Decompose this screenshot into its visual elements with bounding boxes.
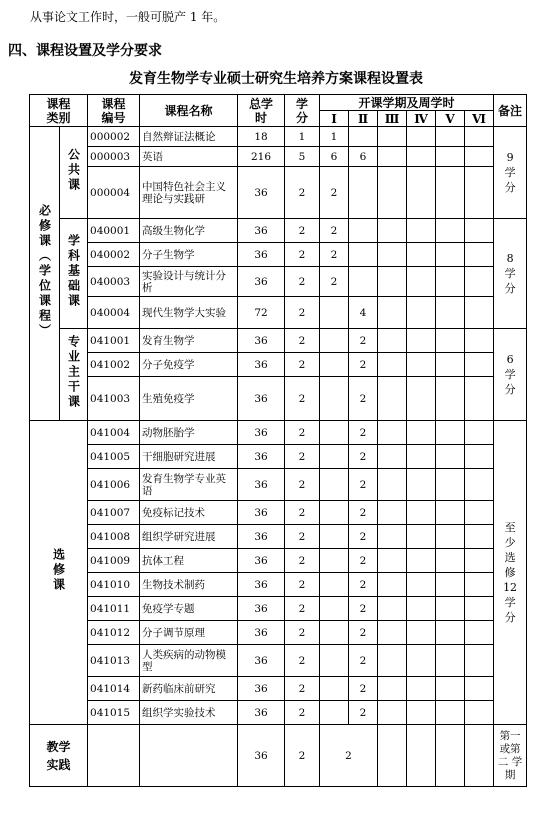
course-hours: 18 bbox=[238, 127, 285, 147]
semester-hours bbox=[407, 621, 436, 645]
course-code: 041004 bbox=[88, 421, 140, 445]
semester-hours bbox=[465, 167, 494, 219]
semester-hours: 2 bbox=[320, 267, 349, 297]
semester-hours bbox=[320, 469, 349, 501]
category-required: 必修课（学位课程） bbox=[30, 127, 60, 421]
semester-hours: 2 bbox=[349, 677, 378, 701]
table-row bbox=[30, 549, 527, 573]
course-table bbox=[29, 94, 527, 787]
semester-label: Ⅱ bbox=[349, 111, 378, 127]
course-code: 041002 bbox=[88, 353, 140, 377]
course-credits: 2 bbox=[285, 219, 320, 243]
semester-hours bbox=[349, 167, 378, 219]
course-hours: 36 bbox=[238, 421, 285, 445]
course-hours: 72 bbox=[238, 297, 285, 329]
course-name: 发育生物学专业英语 bbox=[140, 469, 238, 501]
header-name: 课程名称 bbox=[140, 95, 238, 127]
header-category: 课程 类别 bbox=[30, 95, 88, 127]
semester-hours bbox=[465, 525, 494, 549]
table-row bbox=[30, 167, 527, 219]
semester-hours bbox=[465, 297, 494, 329]
semester-hours bbox=[378, 469, 407, 501]
semester-hours bbox=[407, 501, 436, 525]
semester-hours bbox=[436, 219, 465, 243]
semester-hours bbox=[407, 645, 436, 677]
note-major: 6 学 分 bbox=[494, 329, 527, 421]
semester-hours bbox=[407, 353, 436, 377]
course-code: 041009 bbox=[88, 549, 140, 573]
course-hours: 36 bbox=[238, 621, 285, 645]
course-name: 新药临床前研究 bbox=[140, 677, 238, 701]
semester-hours: 2 bbox=[349, 645, 378, 677]
semester-hours bbox=[407, 219, 436, 243]
course-credits: 2 bbox=[285, 353, 320, 377]
semester-hours: 2 bbox=[349, 377, 378, 421]
course-credits: 2 bbox=[285, 549, 320, 573]
table-row bbox=[30, 501, 527, 525]
table-row bbox=[30, 421, 527, 445]
semester-hours bbox=[436, 469, 465, 501]
semester-hours bbox=[378, 297, 407, 329]
semester-hours bbox=[407, 677, 436, 701]
note-public: 9 学 分 bbox=[494, 127, 527, 219]
course-code: 041001 bbox=[88, 329, 140, 353]
course-code: 041013 bbox=[88, 645, 140, 677]
semester-hours: 2 bbox=[349, 469, 378, 501]
semester-hours: 6 bbox=[320, 147, 349, 167]
semester-hours bbox=[436, 243, 465, 267]
semester-hours bbox=[465, 549, 494, 573]
semester-hours bbox=[407, 549, 436, 573]
category-practice: 教学实践 bbox=[30, 725, 88, 787]
semester-hours bbox=[465, 127, 494, 147]
table-row bbox=[30, 469, 527, 501]
course-code: 041003 bbox=[88, 377, 140, 421]
course-name: 分子生物学 bbox=[140, 243, 238, 267]
category-elective: 选修课 bbox=[30, 421, 88, 725]
semester-hours bbox=[378, 645, 407, 677]
course-hours: 36 bbox=[238, 445, 285, 469]
course-hours: 216 bbox=[238, 147, 285, 167]
course-name: 抗体工程 bbox=[140, 549, 238, 573]
course-credits: 2 bbox=[285, 167, 320, 219]
course-name: 人类疾病的动物模型 bbox=[140, 645, 238, 677]
course-hours: 36 bbox=[238, 549, 285, 573]
semester-hours bbox=[436, 645, 465, 677]
semester-hours bbox=[436, 445, 465, 469]
semester-hours: 2 bbox=[349, 573, 378, 597]
course-credits: 2 bbox=[285, 297, 320, 329]
course-code bbox=[88, 725, 140, 787]
course-hours: 36 bbox=[238, 377, 285, 421]
course-credits: 2 bbox=[285, 621, 320, 645]
semester-hours bbox=[320, 501, 349, 525]
semester-hours bbox=[407, 127, 436, 147]
semester-hours bbox=[320, 645, 349, 677]
note-foundation: 8 学 分 bbox=[494, 219, 527, 329]
course-code: 000003 bbox=[88, 147, 140, 167]
note-practice: 第一或第二 学期 bbox=[494, 725, 527, 787]
semester-hours bbox=[378, 725, 407, 787]
semester-hours: 1 bbox=[320, 127, 349, 147]
semester-hours bbox=[436, 297, 465, 329]
table-row bbox=[30, 127, 527, 147]
course-hours: 36 bbox=[238, 219, 285, 243]
semester-hours bbox=[436, 677, 465, 701]
course-name bbox=[140, 725, 238, 787]
course-hours: 36 bbox=[238, 725, 285, 787]
semester-hours: 6 bbox=[349, 147, 378, 167]
course-name: 分子调节原理 bbox=[140, 621, 238, 645]
course-credits: 2 bbox=[285, 469, 320, 501]
semester-hours: 2 bbox=[349, 525, 378, 549]
semester-hours bbox=[465, 243, 494, 267]
course-hours: 36 bbox=[238, 469, 285, 501]
intro-text: 从事论文工作时，一般可脱产 1 年。 bbox=[30, 10, 226, 24]
course-credits: 2 bbox=[285, 677, 320, 701]
semester-hours bbox=[378, 701, 407, 725]
course-name: 实验设计与统计分析 bbox=[140, 267, 238, 297]
semester-hours bbox=[378, 445, 407, 469]
semester-hours bbox=[436, 597, 465, 621]
semester-hours bbox=[407, 421, 436, 445]
semester-hours: 2 bbox=[349, 597, 378, 621]
semester-hours bbox=[465, 445, 494, 469]
course-code: 041008 bbox=[88, 525, 140, 549]
semester-hours bbox=[436, 147, 465, 167]
category-foundation: 学科基础课 bbox=[60, 219, 88, 329]
semester-hours bbox=[465, 725, 494, 787]
course-name: 组织学研究进展 bbox=[140, 525, 238, 549]
semester-hours bbox=[378, 267, 407, 297]
semester-hours: 2 bbox=[349, 549, 378, 573]
table-row bbox=[30, 701, 527, 725]
semester-hours bbox=[407, 597, 436, 621]
course-name: 生殖免疫学 bbox=[140, 377, 238, 421]
semester-hours bbox=[349, 267, 378, 297]
table-title: 发育生物学专业硕士研究生培养方案课程设置表 bbox=[129, 71, 423, 87]
semester-hours: 2 bbox=[349, 353, 378, 377]
semester-hours bbox=[407, 377, 436, 421]
semester-hours: 4 bbox=[349, 297, 378, 329]
course-code: 041014 bbox=[88, 677, 140, 701]
semester-hours bbox=[465, 329, 494, 353]
semester-hours bbox=[465, 677, 494, 701]
semester-hours bbox=[349, 219, 378, 243]
semester-hours bbox=[407, 167, 436, 219]
course-code: 041012 bbox=[88, 621, 140, 645]
semester-hours bbox=[407, 297, 436, 329]
semester-hours bbox=[320, 377, 349, 421]
semester-hours: 2 bbox=[349, 501, 378, 525]
semester-hours bbox=[378, 377, 407, 421]
semester-hours bbox=[407, 725, 436, 787]
semester-hours bbox=[378, 219, 407, 243]
course-name: 自然辩证法概论 bbox=[140, 127, 238, 147]
table-row bbox=[30, 573, 527, 597]
semester-hours bbox=[349, 127, 378, 147]
semester-hours bbox=[378, 621, 407, 645]
semester-hours bbox=[436, 621, 465, 645]
header-notes: 备注 bbox=[494, 95, 527, 127]
semester-hours bbox=[320, 353, 349, 377]
table-row bbox=[30, 243, 527, 267]
semester-hours bbox=[320, 701, 349, 725]
table-row bbox=[30, 377, 527, 421]
table-row bbox=[30, 353, 527, 377]
course-name: 动物胚胎学 bbox=[140, 421, 238, 445]
table-row bbox=[30, 677, 527, 701]
semester-hours bbox=[378, 329, 407, 353]
course-code: 040003 bbox=[88, 267, 140, 297]
semester-hours bbox=[465, 147, 494, 167]
semester-hours bbox=[320, 573, 349, 597]
course-credits: 1 bbox=[285, 127, 320, 147]
semester-hours bbox=[465, 573, 494, 597]
semester-hours bbox=[465, 701, 494, 725]
course-code: 000002 bbox=[88, 127, 140, 147]
semester-hours bbox=[378, 677, 407, 701]
semester-hours bbox=[407, 573, 436, 597]
semester-hours bbox=[407, 525, 436, 549]
course-name: 现代生物学大实验 bbox=[140, 297, 238, 329]
semester-hours bbox=[465, 597, 494, 621]
semester-hours bbox=[465, 421, 494, 445]
course-hours: 36 bbox=[238, 329, 285, 353]
table-row-practice bbox=[30, 725, 527, 787]
course-credits: 2 bbox=[285, 525, 320, 549]
course-name: 高级生物化学 bbox=[140, 219, 238, 243]
semester-hours: 2 bbox=[320, 243, 349, 267]
semester-hours: 2 bbox=[320, 167, 349, 219]
semester-hours bbox=[378, 421, 407, 445]
course-credits: 2 bbox=[285, 445, 320, 469]
semester-hours bbox=[349, 243, 378, 267]
course-credits: 2 bbox=[285, 501, 320, 525]
semester-hours bbox=[407, 445, 436, 469]
course-name: 英语 bbox=[140, 147, 238, 167]
semester-hours bbox=[465, 645, 494, 677]
semester-hours bbox=[378, 501, 407, 525]
course-hours: 36 bbox=[238, 645, 285, 677]
course-code: 041007 bbox=[88, 501, 140, 525]
semester-hours bbox=[407, 243, 436, 267]
semester-hours bbox=[320, 445, 349, 469]
table-row bbox=[30, 525, 527, 549]
semester-hours bbox=[378, 127, 407, 147]
semester-label: Ⅰ bbox=[320, 111, 349, 127]
table-row bbox=[30, 297, 527, 329]
semester-hours bbox=[436, 353, 465, 377]
course-code: 000004 bbox=[88, 167, 140, 219]
table-row bbox=[30, 147, 527, 167]
semester-hours: 2 bbox=[349, 329, 378, 353]
course-credits: 2 bbox=[285, 243, 320, 267]
course-code: 040004 bbox=[88, 297, 140, 329]
course-hours: 36 bbox=[238, 597, 285, 621]
semester-hours bbox=[436, 377, 465, 421]
header-semesters: 开课学期及周学时 bbox=[320, 95, 494, 111]
semester-hours bbox=[320, 621, 349, 645]
course-credits: 2 bbox=[285, 377, 320, 421]
table-row bbox=[30, 445, 527, 469]
semester-hours bbox=[378, 243, 407, 267]
course-credits: 2 bbox=[285, 645, 320, 677]
course-hours: 36 bbox=[238, 243, 285, 267]
semester-hours: 2 bbox=[320, 725, 378, 787]
semester-hours: 2 bbox=[349, 421, 378, 445]
semester-hours bbox=[465, 621, 494, 645]
semester-hours bbox=[465, 501, 494, 525]
table-row bbox=[30, 621, 527, 645]
course-code: 041011 bbox=[88, 597, 140, 621]
course-hours: 36 bbox=[238, 501, 285, 525]
semester-hours bbox=[320, 597, 349, 621]
semester-label: Ⅲ bbox=[378, 111, 407, 127]
course-credits: 2 bbox=[285, 267, 320, 297]
course-name: 分子免疫学 bbox=[140, 353, 238, 377]
semester-hours bbox=[436, 549, 465, 573]
semester-hours: 2 bbox=[349, 621, 378, 645]
semester-hours bbox=[436, 525, 465, 549]
course-credits: 2 bbox=[285, 597, 320, 621]
semester-hours: 2 bbox=[349, 701, 378, 725]
semester-label: Ⅴ bbox=[436, 111, 465, 127]
semester-hours bbox=[320, 297, 349, 329]
semester-hours bbox=[436, 267, 465, 297]
course-hours: 36 bbox=[238, 167, 285, 219]
semester-hours bbox=[465, 219, 494, 243]
course-code: 041006 bbox=[88, 469, 140, 501]
course-credits: 2 bbox=[285, 329, 320, 353]
course-code: 040001 bbox=[88, 219, 140, 243]
table-row bbox=[30, 267, 527, 297]
header-credits: 学 分 bbox=[285, 95, 320, 127]
semester-hours bbox=[320, 525, 349, 549]
course-hours: 36 bbox=[238, 267, 285, 297]
course-hours: 36 bbox=[238, 353, 285, 377]
course-hours: 36 bbox=[238, 573, 285, 597]
semester-hours bbox=[436, 329, 465, 353]
table-row bbox=[30, 219, 527, 243]
category-major: 专业主干课 bbox=[60, 329, 88, 421]
semester-hours bbox=[436, 573, 465, 597]
course-credits: 2 bbox=[285, 573, 320, 597]
course-hours: 36 bbox=[238, 525, 285, 549]
course-code: 041005 bbox=[88, 445, 140, 469]
semester-hours bbox=[320, 421, 349, 445]
semester-hours: 2 bbox=[320, 219, 349, 243]
semester-hours bbox=[436, 421, 465, 445]
semester-hours bbox=[378, 549, 407, 573]
course-credits: 2 bbox=[285, 421, 320, 445]
semester-hours bbox=[407, 701, 436, 725]
semester-hours bbox=[378, 167, 407, 219]
semester-hours: 2 bbox=[349, 445, 378, 469]
table-row bbox=[30, 645, 527, 677]
course-code: 041015 bbox=[88, 701, 140, 725]
semester-hours bbox=[436, 501, 465, 525]
course-credits: 2 bbox=[285, 701, 320, 725]
semester-hours bbox=[465, 377, 494, 421]
semester-label: Ⅵ bbox=[465, 111, 494, 127]
semester-hours bbox=[378, 597, 407, 621]
semester-hours bbox=[378, 525, 407, 549]
course-hours: 36 bbox=[238, 677, 285, 701]
course-code: 040002 bbox=[88, 243, 140, 267]
course-credits: 2 bbox=[285, 725, 320, 787]
section-title: 四、课程设置及学分要求 bbox=[8, 43, 162, 59]
course-hours: 36 bbox=[238, 701, 285, 725]
semester-hours bbox=[407, 329, 436, 353]
semester-hours bbox=[407, 267, 436, 297]
semester-hours bbox=[436, 701, 465, 725]
semester-hours bbox=[465, 353, 494, 377]
semester-hours bbox=[465, 267, 494, 297]
course-name: 生物技术制药 bbox=[140, 573, 238, 597]
category-public: 公共课 bbox=[60, 127, 88, 219]
semester-hours bbox=[320, 549, 349, 573]
course-credits: 5 bbox=[285, 147, 320, 167]
semester-hours bbox=[436, 725, 465, 787]
course-name: 干细胞研究进展 bbox=[140, 445, 238, 469]
course-name: 免疫学专题 bbox=[140, 597, 238, 621]
semester-hours bbox=[320, 329, 349, 353]
semester-hours bbox=[320, 677, 349, 701]
semester-hours bbox=[465, 469, 494, 501]
course-name: 中国特色社会主义理论与实践研 bbox=[140, 167, 238, 219]
course-name: 组织学实验技术 bbox=[140, 701, 238, 725]
semester-label: Ⅳ bbox=[407, 111, 436, 127]
semester-hours bbox=[407, 147, 436, 167]
semester-hours bbox=[436, 167, 465, 219]
header-code: 课程 编号 bbox=[88, 95, 140, 127]
course-name: 发育生物学 bbox=[140, 329, 238, 353]
semester-hours bbox=[378, 353, 407, 377]
header-hours: 总学 时 bbox=[238, 95, 285, 127]
note-elective: 至 少 选 修 12 学 分 bbox=[494, 421, 527, 725]
table-row bbox=[30, 597, 527, 621]
semester-hours bbox=[378, 573, 407, 597]
table-row bbox=[30, 329, 527, 353]
semester-hours bbox=[436, 127, 465, 147]
semester-hours bbox=[378, 147, 407, 167]
course-name: 免疫标记技术 bbox=[140, 501, 238, 525]
semester-hours bbox=[407, 469, 436, 501]
course-code: 041010 bbox=[88, 573, 140, 597]
